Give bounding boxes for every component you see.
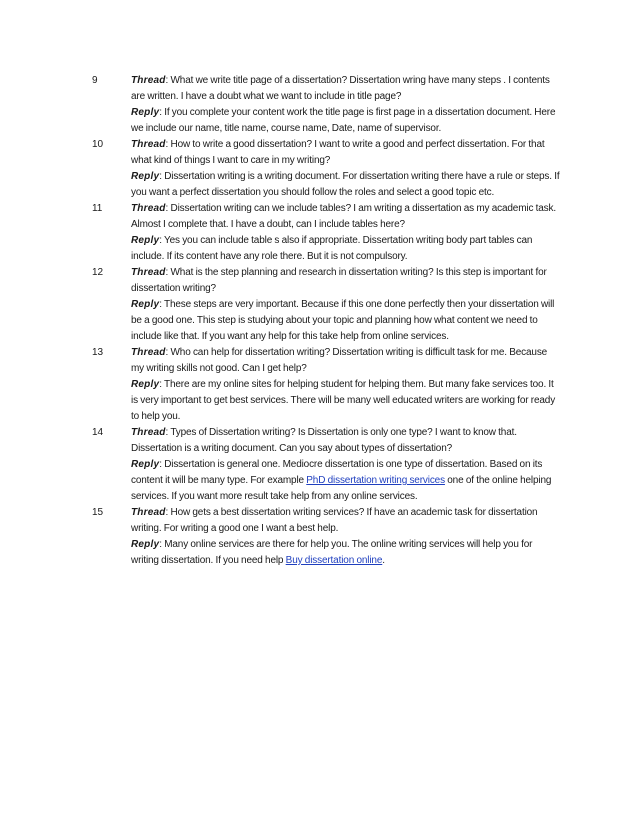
entry-number: 15 [92,507,103,518]
reply-label: Reply [131,299,160,310]
thread-entry [92,137,562,201]
thread-label: Thread [131,427,166,438]
thread-paragraph [131,505,562,537]
reply-text: : Yes you can include table s also if appropriate. Dissertation writing body part tables can include. If its content have any role there. But it is not compulsory. [131,235,533,262]
reply-text: : There are my online sites for helping student for helping them. But many fake services too. It is very important to get best services. There will be many well educated writers are working for ready to help you. [131,379,556,422]
thread-text: : Types of Dissertation writing? Is Dissertation is only one type? I want to know that. Dissertation is a writing document. Can you say about types of dissertation? [131,427,517,454]
entry-number: 9 [92,75,98,86]
entry-body [131,425,562,505]
reply-paragraph [131,169,562,201]
thread-label: Thread [131,203,166,214]
thread-paragraph [131,137,562,169]
reply-paragraph [131,457,562,505]
entry-body [131,505,562,569]
reply-text: : These steps are very important. Because if this one done perfectly then your dissertation will be a good one. This step is studying about your topic and planning how what content we need to include like that. If you want any help for this take help from online services. [131,299,555,342]
entry-body [131,201,562,265]
reply-paragraph [131,105,562,137]
thread-text: : Dissertation writing can we include tables? I am writing a dissertation as my academic task. Almost I complete that. I have a doubt, can I include tables here? [131,203,557,230]
thread-paragraph [131,345,562,377]
reply-paragraph [131,233,562,265]
thread-text: : What is the step planning and research in dissertation writing? Is this step is important for dissertation writing? [131,267,547,294]
reply-paragraph [131,377,562,425]
entry-body [131,265,562,345]
reply-paragraph [131,537,562,569]
reply-label: Reply [131,235,160,246]
entry-body [131,73,562,137]
reply-text: . [382,555,385,566]
entry-number: 10 [92,139,103,150]
reply-label: Reply [131,379,160,390]
entry-body [131,345,562,425]
reply-paragraph [131,297,562,345]
entry-number: 12 [92,267,103,278]
phd-dissertation-writing-services-link[interactable]: PhD dissertation writing services [306,475,445,486]
thread-label: Thread [131,347,166,358]
reply-text: : Dissertation is general one. Mediocre dissertation is one type of dissertation. Based on its content it will be many type. For example [131,459,543,486]
reply-text: : Many online services are there for help you. The online writing services will help you for writing dissertation. If you need help [131,539,533,566]
thread-entry [92,73,562,137]
entry-body [131,137,562,201]
thread-list [92,73,562,569]
entry-number: 11 [92,203,103,214]
reply-label: Reply [131,107,160,118]
thread-paragraph [131,73,562,105]
thread-text: : Who can help for dissertation writing? Dissertation writing is difficult task for me. Because my writing skills not good. Can I get help? [131,347,548,374]
reply-label: Reply [131,171,160,182]
thread-label: Thread [131,139,166,150]
thread-text: : What we write title page of a dissertation? Dissertation wring have many steps . I contents are written. I have a doubt what we want to include in title page? [131,75,550,102]
reply-text: : If you complete your content work the title page is first page in a dissertation document. Here we include our name, title name, course name, Date, name of supervisor. [131,107,556,134]
thread-label: Thread [131,267,166,278]
thread-paragraph [131,201,562,233]
reply-text: : Dissertation writing is a writing document. For dissertation writing there have a rule or steps. If you want a perfect dissertation you should follow the roles and select a good topic etc. [131,171,560,198]
thread-label: Thread [131,507,166,518]
reply-label: Reply [131,539,160,550]
thread-text: : How gets a best dissertation writing services? If have an academic task for dissertation writing. For writing a good one I want a best help. [131,507,538,534]
entry-number: 13 [92,347,103,358]
entry-number: 14 [92,427,103,438]
thread-entry [92,505,562,569]
buy-dissertation-online-link[interactable]: Buy dissertation online [285,555,383,566]
reply-label: Reply [131,459,160,470]
thread-entry [92,345,562,425]
thread-label: Thread [131,75,166,86]
thread-paragraph [131,425,562,457]
thread-entry [92,265,562,345]
thread-entry [92,201,562,265]
thread-entry [92,425,562,505]
reply-text: one of the online helping services. If you want more result take help from any online services. [131,475,552,502]
thread-paragraph [131,265,562,297]
thread-text: : How to write a good dissertation? I want to write a good and perfect dissertation. For that what kind of things I want to care in my writing? [131,139,545,166]
